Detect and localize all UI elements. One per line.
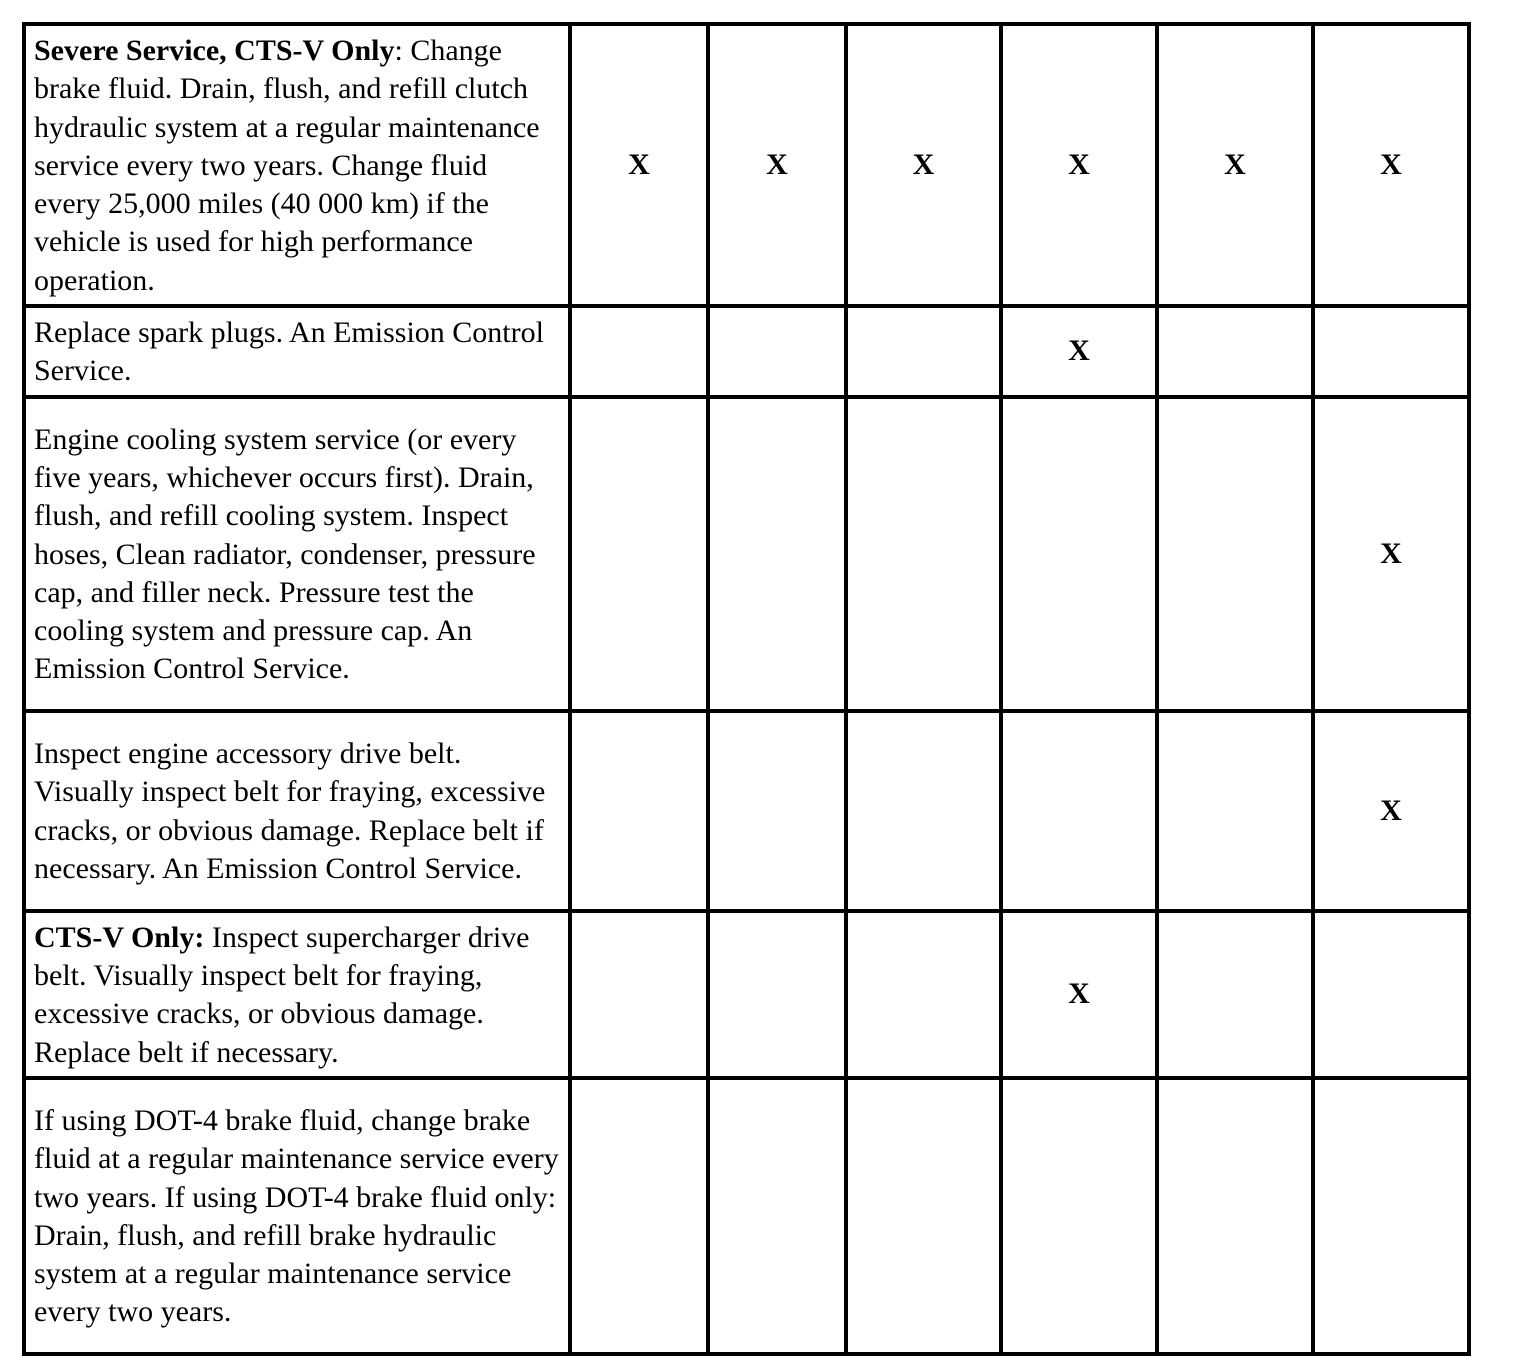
service-text: Engine cooling system service (or every five years, whichever occurs first). Drain, flush, and refill cooling system. Inspect hoses, Clean radiator, condenser, pressure cap, and filler neck. Pressure test the cooling system and pressure cap. An Emission Control Service. [34, 422, 536, 686]
interval-mark [708, 911, 846, 1078]
interval-mark [1157, 397, 1313, 711]
service-text: Inspect supercharger drive belt. Visually inspect belt for fraying, excessive cracks, or obvious damage. Replace belt if necessary. [34, 920, 530, 1069]
interval-mark: X [1001, 24, 1157, 306]
interval-mark [1001, 397, 1157, 711]
interval-mark: X [1313, 711, 1469, 911]
service-description [24, 306, 570, 397]
service-lead: Severe Service, CTS-V Only [34, 34, 395, 67]
service-text: Inspect engine accessory drive belt. Visually inspect belt for fraying, excessive cracks, or obvious damage. Replace belt if necessary. An Emission Control Service. [34, 737, 546, 885]
interval-mark: X [1313, 24, 1469, 306]
table-row [24, 397, 1469, 711]
interval-mark [846, 306, 1001, 397]
table-row [24, 711, 1469, 911]
service-text: Replace spark plugs. An Emission Control Service. [34, 316, 544, 388]
service-text: : Change brake fluid. Drain, flush, and refill clutch hydraulic system at a regular maintenance service every two years. Change fluid every 25,000 miles (40 000 km) if the vehicle is used for high performance operation. [34, 34, 540, 297]
interval-mark [1001, 711, 1157, 911]
interval-mark [570, 306, 708, 397]
service-description [24, 911, 570, 1078]
interval-mark [570, 1078, 708, 1354]
interval-mark [1157, 711, 1313, 911]
interval-mark [1313, 306, 1469, 397]
table-row [24, 24, 1469, 306]
interval-mark [1157, 911, 1313, 1078]
interval-mark: X [1001, 911, 1157, 1078]
interval-mark [570, 397, 708, 711]
interval-mark [1001, 1078, 1157, 1354]
interval-mark [1313, 1078, 1469, 1354]
table-row [24, 1078, 1469, 1354]
service-text: If using DOT-4 brake fluid, change brake fluid at a regular maintenance service every two years. If using DOT-4 brake fluid only: Drain, flush, and refill brake hydraulic system at a regular maintenance service every two years. [34, 1103, 559, 1329]
interval-mark [1157, 1078, 1313, 1354]
interval-mark [708, 711, 846, 911]
interval-mark [708, 1078, 846, 1354]
interval-mark: X [708, 24, 846, 306]
interval-mark [846, 397, 1001, 711]
interval-mark [708, 397, 846, 711]
interval-mark [846, 1078, 1001, 1354]
interval-mark [846, 711, 1001, 911]
interval-mark: X [570, 24, 708, 306]
service-description [24, 1078, 570, 1354]
interval-mark [570, 911, 708, 1078]
service-lead: CTS-V Only: [34, 920, 205, 954]
interval-mark [708, 306, 846, 397]
service-description [24, 397, 570, 711]
table-row [24, 911, 1469, 1078]
interval-mark: X [1001, 306, 1157, 397]
table-row [24, 306, 1469, 397]
service-description [24, 24, 570, 306]
interval-mark: X [1157, 24, 1313, 306]
interval-mark: X [846, 24, 1001, 306]
interval-mark [1313, 911, 1469, 1078]
interval-mark [570, 711, 708, 911]
maintenance-schedule-table [22, 22, 1471, 1356]
service-description [24, 711, 570, 911]
interval-mark [846, 911, 1001, 1078]
interval-mark [1157, 306, 1313, 397]
interval-mark: X [1313, 397, 1469, 711]
